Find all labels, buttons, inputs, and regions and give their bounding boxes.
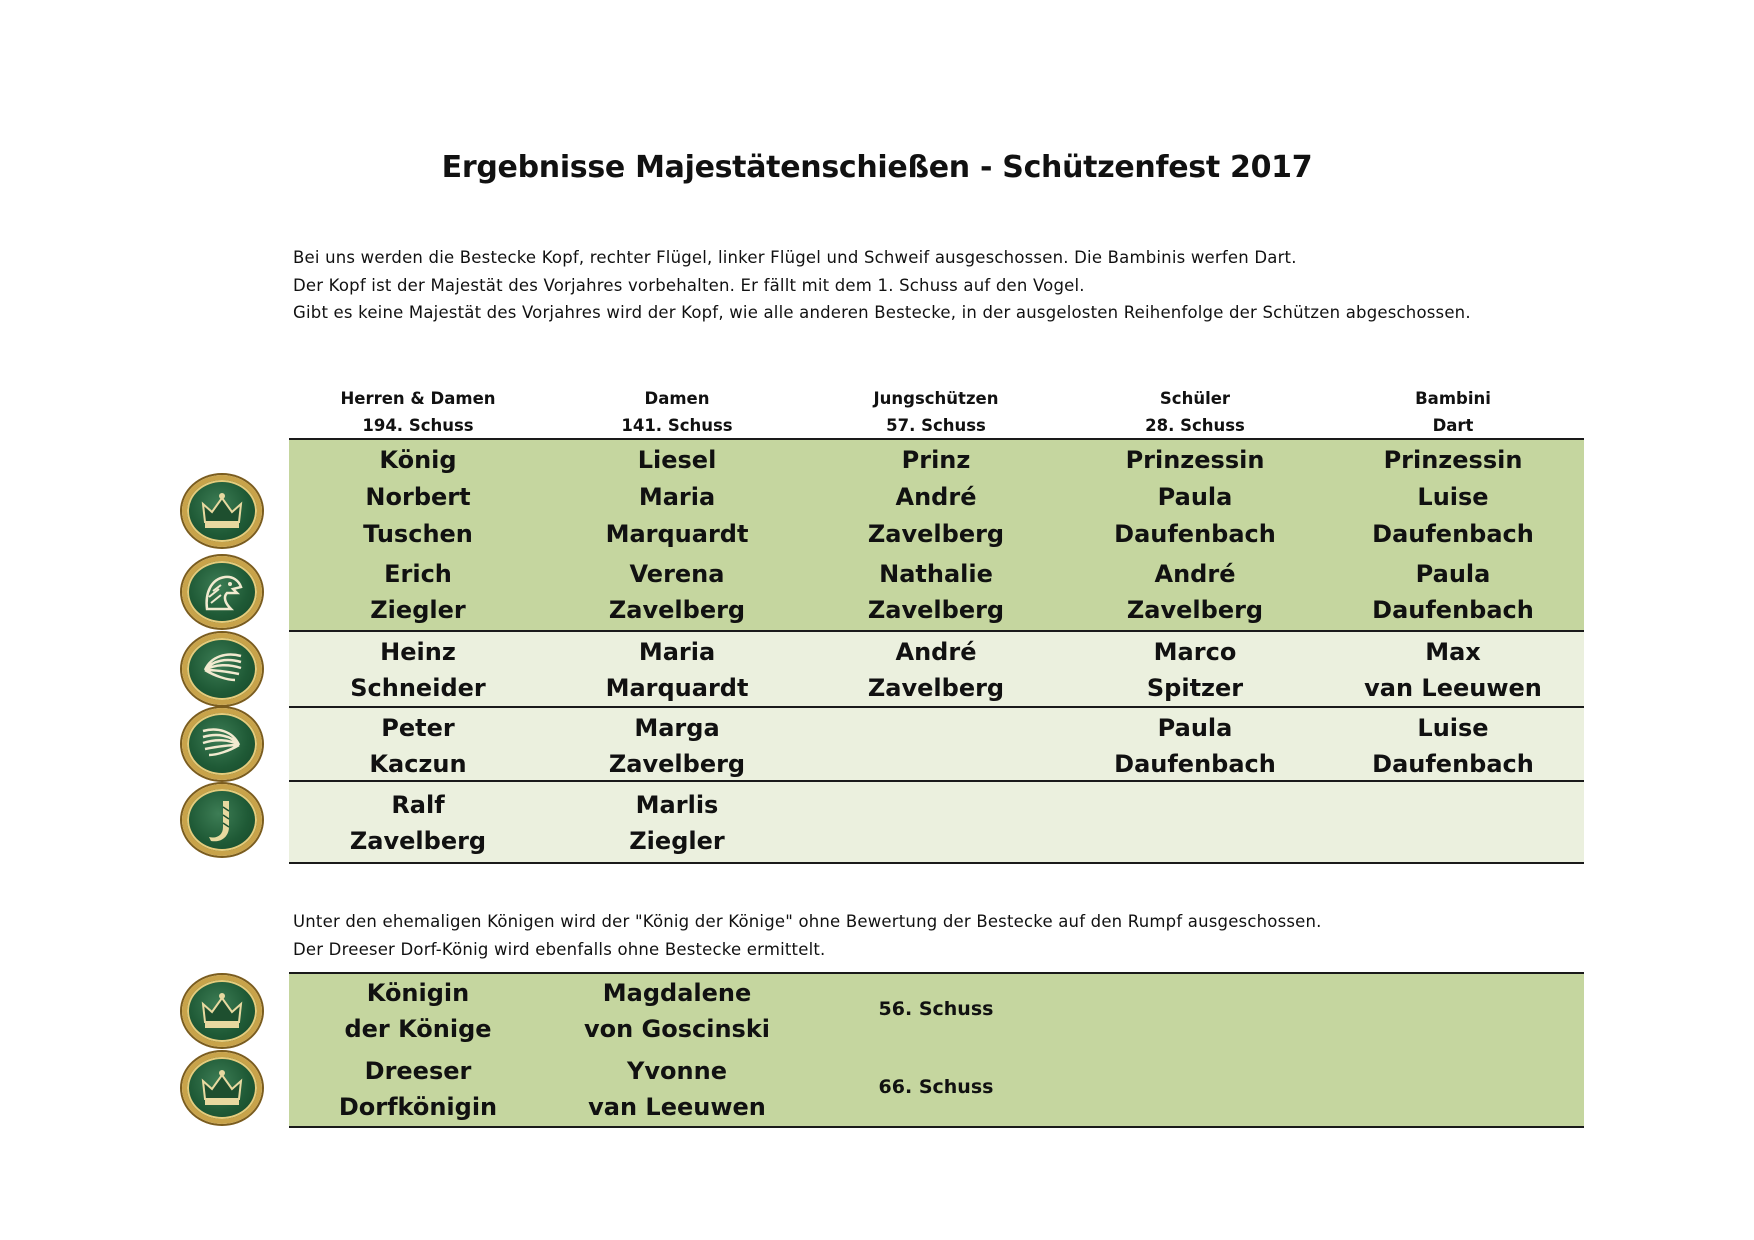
cell-lastname: Daufenbach: [1114, 750, 1276, 778]
cell-firstname: André: [1154, 560, 1236, 588]
special-shot: 56. Schuss: [878, 998, 994, 1020]
column-name: Bambini: [1415, 389, 1491, 408]
eagle-head-icon: [182, 556, 262, 628]
cell-lastname: Daufenbach: [1114, 520, 1276, 548]
result-cell: [811, 634, 1061, 706]
result-cell: [1070, 442, 1320, 553]
cell-firstname: Paula: [1157, 714, 1233, 742]
intro-line: Bei uns werden die Bestecke Kopf, rechter Flügel, linker Flügel und Schweif ausgeschossen. Die Bambinis werfen Dart.: [293, 248, 1297, 267]
cell-lastname: Zavelberg: [867, 674, 1005, 702]
column-name: Jungschützen: [873, 389, 999, 408]
cell-firstname: Luise: [1417, 483, 1489, 511]
intro-line: Gibt es keine Majestät des Vorjahres wird der Kopf, wie alle anderen Bestecke, in der ausgelosten Reihenfolge der Schützen abgeschossen.: [293, 303, 1471, 322]
cell-lastname: Zavelberg: [608, 596, 746, 624]
special-shot: 66. Schuss: [878, 1076, 994, 1098]
column-header: [1075, 385, 1315, 439]
special-title-cell: [293, 1053, 543, 1125]
special-title: Dorfkönigin: [338, 1093, 498, 1121]
cell-lastname: Kaczun: [369, 750, 467, 778]
crown-icon: [182, 475, 262, 547]
cell-lastname: Schneider: [350, 674, 486, 702]
cell-firstname: Paula: [1157, 483, 1233, 511]
result-cell: [293, 787, 543, 859]
cell-lastname: Zavelberg: [867, 596, 1005, 624]
column-header: [1333, 385, 1573, 439]
result-cell: [552, 442, 802, 553]
result-cell: [552, 710, 802, 782]
special-title: Dreeser: [364, 1057, 472, 1085]
special-firstname: Yvonne: [627, 1057, 727, 1085]
cell-middlename: Maria: [638, 483, 716, 511]
cell-firstname: Erich: [384, 560, 452, 588]
cell-lastname: Zavelberg: [867, 520, 1005, 548]
result-cell: [1070, 634, 1320, 706]
cell-firstname: Marco: [1153, 638, 1237, 666]
cell-firstname: Nathalie: [879, 560, 993, 588]
cell-lastname: Marquardt: [605, 674, 749, 702]
page-title: Ergebnisse Majestätenschießen - Schützenfest 2017: [441, 150, 1313, 185]
result-cell: [293, 710, 543, 782]
cell-firstname: Luise: [1417, 714, 1489, 742]
cell-lastname: Spitzer: [1146, 674, 1244, 702]
cell-lastname: Marquardt: [605, 520, 749, 548]
cell-lastname: Daufenbach: [1372, 750, 1534, 778]
cell-firstname: Verena: [629, 560, 725, 588]
column-name: Damen: [644, 389, 710, 408]
special-firstname: Magdalene: [602, 979, 752, 1007]
column-shot: 57. Schuss: [886, 416, 986, 435]
cell-lastname: Tuschen: [363, 520, 473, 548]
crown-icon: [182, 975, 262, 1047]
result-cell: [811, 442, 1061, 553]
cell-title: Prinzessin: [1125, 446, 1265, 474]
outro-line: Der Dreeser Dorf-König wird ebenfalls ohne Bestecke ermittelt.: [293, 940, 826, 959]
column-name: Schüler: [1159, 389, 1231, 408]
special-title: der Könige: [344, 1015, 492, 1043]
column-header: [557, 385, 797, 439]
cell-firstname: Max: [1425, 638, 1481, 666]
cell-lastname: Zavelberg: [349, 827, 487, 855]
cell-lastname: van Leeuwen: [1364, 674, 1542, 702]
result-cell: [1328, 710, 1578, 782]
cell-firstname: Peter: [381, 714, 455, 742]
result-cell: [1328, 634, 1578, 706]
special-title: Königin: [366, 979, 470, 1007]
special-name-cell: [552, 975, 802, 1047]
cell-firstname: Liesel: [637, 446, 717, 474]
result-cell: [552, 634, 802, 706]
cell-lastname: Ziegler: [629, 827, 725, 855]
column-shot: 194. Schuss: [362, 416, 474, 435]
result-cell: [293, 442, 543, 553]
result-cell: [293, 634, 543, 706]
left-wing-icon: [182, 708, 262, 780]
cell-firstname: Marga: [634, 714, 720, 742]
result-cell: [552, 556, 802, 628]
cell-firstname: Heinz: [380, 638, 456, 666]
cell-lastname: Daufenbach: [1372, 596, 1534, 624]
intro-line: Der Kopf ist der Majestät des Vorjahres vorbehalten. Er fällt mit dem 1. Schuss auf den Vogel.: [293, 276, 1085, 295]
cell-lastname: Daufenbach: [1372, 520, 1534, 548]
column-header: [816, 385, 1056, 439]
cell-firstname: Maria: [638, 638, 716, 666]
special-title-cell: [293, 975, 543, 1047]
cell-firstname: Paula: [1415, 560, 1491, 588]
cell-title: Prinzessin: [1383, 446, 1523, 474]
result-cell: [1070, 556, 1320, 628]
cell-firstname: Marlis: [635, 791, 719, 819]
result-cell: [293, 556, 543, 628]
cell-firstname: André: [895, 638, 977, 666]
special-lastname: van Leeuwen: [588, 1093, 766, 1121]
crown-icon: [182, 1052, 262, 1124]
special-name-cell: [552, 1053, 802, 1125]
cell-lastname: Ziegler: [370, 596, 466, 624]
column-shot: 141. Schuss: [621, 416, 733, 435]
cell-lastname: Zavelberg: [1126, 596, 1264, 624]
right-wing-icon: [182, 633, 262, 705]
column-name: Herren & Damen: [340, 389, 496, 408]
cell-title: Prinz: [901, 446, 971, 474]
cell-lastname: Zavelberg: [608, 750, 746, 778]
cell-firstname: André: [895, 483, 977, 511]
result-cell: [1328, 442, 1578, 553]
result-cell: [552, 787, 802, 859]
result-cell: [1328, 556, 1578, 628]
outro-line: Unter den ehemaligen Königen wird der "König der Könige" ohne Bewertung der Bestecke auf den Rumpf ausgeschossen.: [293, 912, 1322, 931]
cell-firstname: Norbert: [365, 483, 471, 511]
column-shot: 28. Schuss: [1145, 416, 1245, 435]
cell-firstname: Ralf: [391, 791, 445, 819]
column-header: [298, 385, 538, 439]
result-cell: [1070, 710, 1320, 782]
special-lastname: von Goscinski: [583, 1015, 771, 1043]
column-shot: Dart: [1432, 416, 1474, 435]
result-cell: [811, 556, 1061, 628]
tail-icon: [182, 784, 262, 856]
cell-title: König: [379, 446, 457, 474]
